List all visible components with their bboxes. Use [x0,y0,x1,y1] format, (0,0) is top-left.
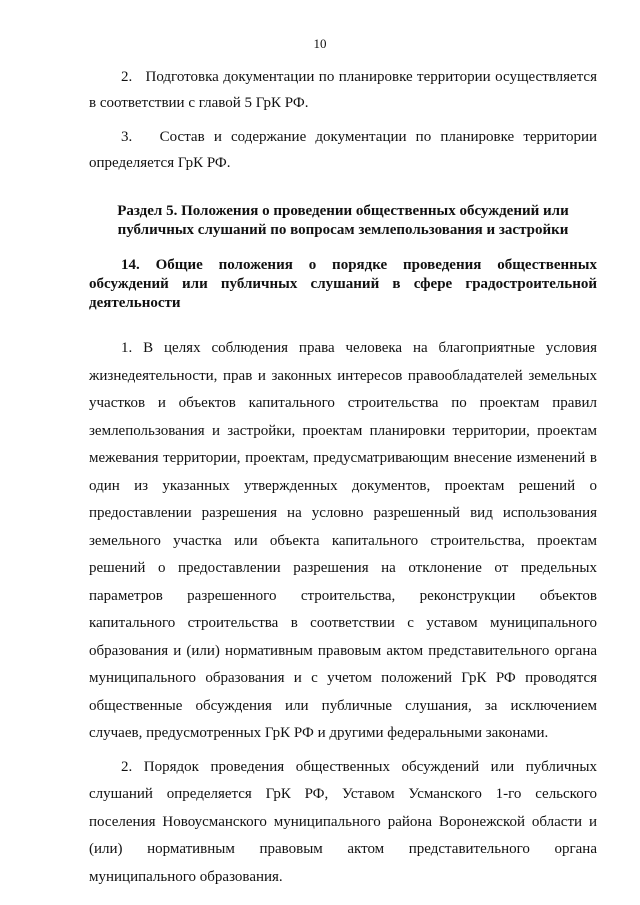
paragraph-3: 3. Состав и содержание документации по планировке территории определяется ГрК РФ. [89,129,597,171]
paragraph-2: 2. Подготовка документации по планировке территории осуществляется в соответствии с главой 5 ГрК РФ. [89,69,597,111]
body-paragraph-2: 2. Порядок проведения общественных обсуждений или публичных слушаний определяется ГрК РФ, Уставом Усманского 1-го сельского поселения Новоусманского муниципального района Воронежской области и (или) нормативным правовым актом представительного органа муниципального образования. [89,758,597,885]
page-number: 10 [313,36,327,51]
subsection-title: 14. Общие положения о порядке проведения общественных обсуждений или публичных слушаний в сфере градостроительной деятельности [89,257,597,311]
document-content [89,64,597,897]
body-paragraph-1: 1. В целях соблюдения права человека на благоприятные условия жизнедеятельности, прав и законных интересов правообладателей земельных участков и объектов капитального строительства по проектам правил землепользования и застройки, проектам планировки территории, проектам межевания территории, проектам, предусматривающим внесение изменений в один из указанных утвержденных документов, проектам решений о предоставлении разрешения на условно разрешенный вид использования земельного участка или объекта капитального строительства, проектам решений о предоставлении разрешения на отклонение от предельных параметров разрешенного строительства, реконструкции объектов капитального строительства в соответствии с уставом муниципального образования и (или) нормативным правовым актом представительного органа муниципального образования и с учетом положений ГрК РФ проводятся общественные обсуждения или публичные слушания, за исключением случаев, предусмотренных ГрК РФ и другими федеральными законами. [89,340,597,741]
section-title: Раздел 5. Положения о проведении общественных обсуждений или публичных слушаний по вопросам землепользования и застройки [117,203,569,238]
